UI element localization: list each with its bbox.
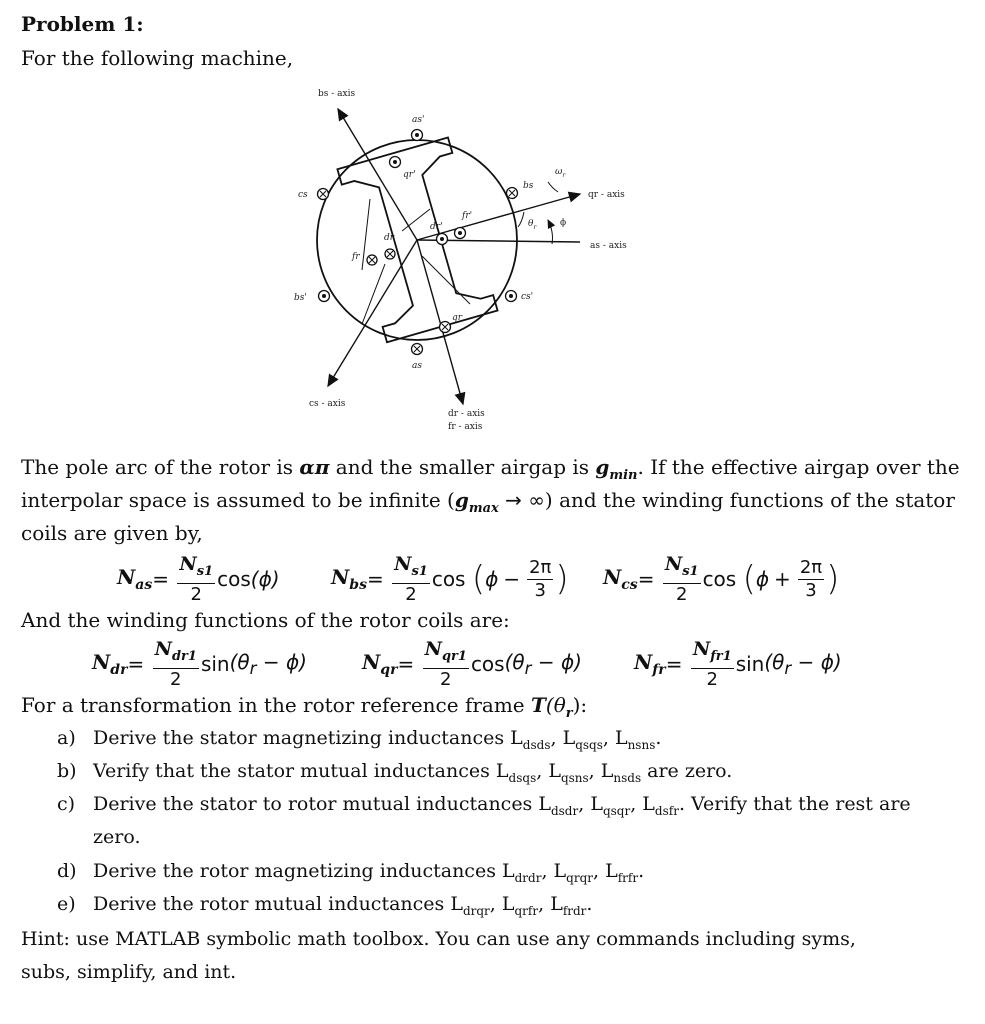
label-as-prime: as' xyxy=(412,115,425,125)
label-dr-axis: dr - axis xyxy=(448,409,485,419)
transform-text: For a transformation in the rotor reference frame $T(\theta_r)$: xyxy=(21,693,588,721)
para-line-1: The pole arc of the rotor is απ and the smaller airgap is $g_{min}$. If the effective airgap over the xyxy=(21,455,960,483)
rotor-line-4 xyxy=(362,264,385,324)
label-fr: fr xyxy=(352,252,360,262)
eq-ncs: $N_{cs}$ = $\frac{N_{s1}}{2}$ cos ( ϕ + $\frac{2\pi}{3}$ ) xyxy=(603,553,840,605)
label-cs-axis: cs - axis xyxy=(309,399,346,409)
label-bs: bs xyxy=(523,181,534,191)
label-qr: qr xyxy=(452,313,463,323)
label-fr-prime: fr' xyxy=(462,211,473,221)
para-line-2: interpolar space is assumed to be infinite ($g_{max}$ → ∞) and the winding functions of the stator xyxy=(21,488,955,516)
problem-title: Problem 1: xyxy=(21,12,144,36)
label-bs-axis: bs - axis xyxy=(318,89,356,99)
eq-nqr: $N_{qr}$ = $\frac{N_{qr1}}{2}$ cos $(\theta_r - \phi)$ xyxy=(362,638,582,690)
phi-arc xyxy=(548,220,553,244)
label-omega: $\omega_r$ xyxy=(555,167,566,179)
label-as: as xyxy=(412,361,422,371)
label-fr-axis: fr - axis xyxy=(448,422,483,432)
rotor-line-2 xyxy=(402,209,430,231)
label-dr: dr xyxy=(384,233,395,243)
rotor-line-3 xyxy=(422,256,470,304)
eq-nas: $N_{as}$ = $\frac{N_{s1}}{2}$ cos (ϕ) xyxy=(117,553,280,605)
list-item-c: c) Derive the stator to rotor mutual inductances $L_{dsdr}$, $L_{qsqr}$, $L_{dsfr}$. Verify that the rest are xyxy=(57,793,911,818)
rotor-intro: And the winding functions of the rotor coils are: xyxy=(21,608,510,632)
list-item-d: d) Derive the rotor magnetizing inductances $L_{drdr}$, $L_{qrqr}$, $L_{frfr}$. xyxy=(57,860,645,885)
list-item-b: b) Verify that the stator mutual inductances $L_{dsqs}$, $L_{qsns}$, $L_{nsds}$ are zero. xyxy=(57,760,733,785)
label-qr-prime: qr' xyxy=(403,170,416,180)
label-theta: $\theta_r$ xyxy=(528,219,537,231)
theta-arc xyxy=(518,212,524,227)
label-cs-prime: cs' xyxy=(521,292,534,302)
label-qr-axis: qr - axis xyxy=(588,190,625,200)
intro-text: For the following machine, xyxy=(21,46,294,70)
list-item-a: a) Derive the stator magnetizing inductances $L_{dsds}$, $L_{qsqs}$, $L_{nsns}$. xyxy=(57,727,662,752)
machine-diagram xyxy=(290,84,650,434)
eq-ndr: $N_{dr}$ = $\frac{N_{dr1}}{2}$ sin $(\theta_r - \phi)$ xyxy=(92,638,307,690)
hint-line-1: Hint: use MATLAB symbolic math toolbox. You can use any commands including syms, xyxy=(21,928,856,950)
label-dr-prime: dr' xyxy=(430,222,443,232)
eq-nbs: $N_{bs}$ = $\frac{N_{s1}}{2}$ cos ( ϕ − $\frac{2\pi}{3}$ ) xyxy=(331,553,569,605)
para-line-3: coils are given by, xyxy=(21,521,203,545)
label-phi: ϕ xyxy=(560,218,567,228)
label-as-axis: as - axis xyxy=(590,241,627,251)
eq-nfr: $N_{fr}$ = $\frac{N_{fr1}}{2}$ sin $(\theta_r - \phi)$ xyxy=(634,638,842,690)
label-cs: cs xyxy=(298,190,308,200)
label-bs-prime: bs' xyxy=(294,293,307,303)
list-item-c-continued: zero. xyxy=(93,826,141,848)
hint-line-2: subs, simplify, and int. xyxy=(21,961,237,983)
list-item-e: e) Derive the rotor mutual inductances $L_{drqr}$, $L_{qrfr}$, $L_{frdr}$. xyxy=(57,893,593,918)
omega-arc xyxy=(548,182,558,192)
